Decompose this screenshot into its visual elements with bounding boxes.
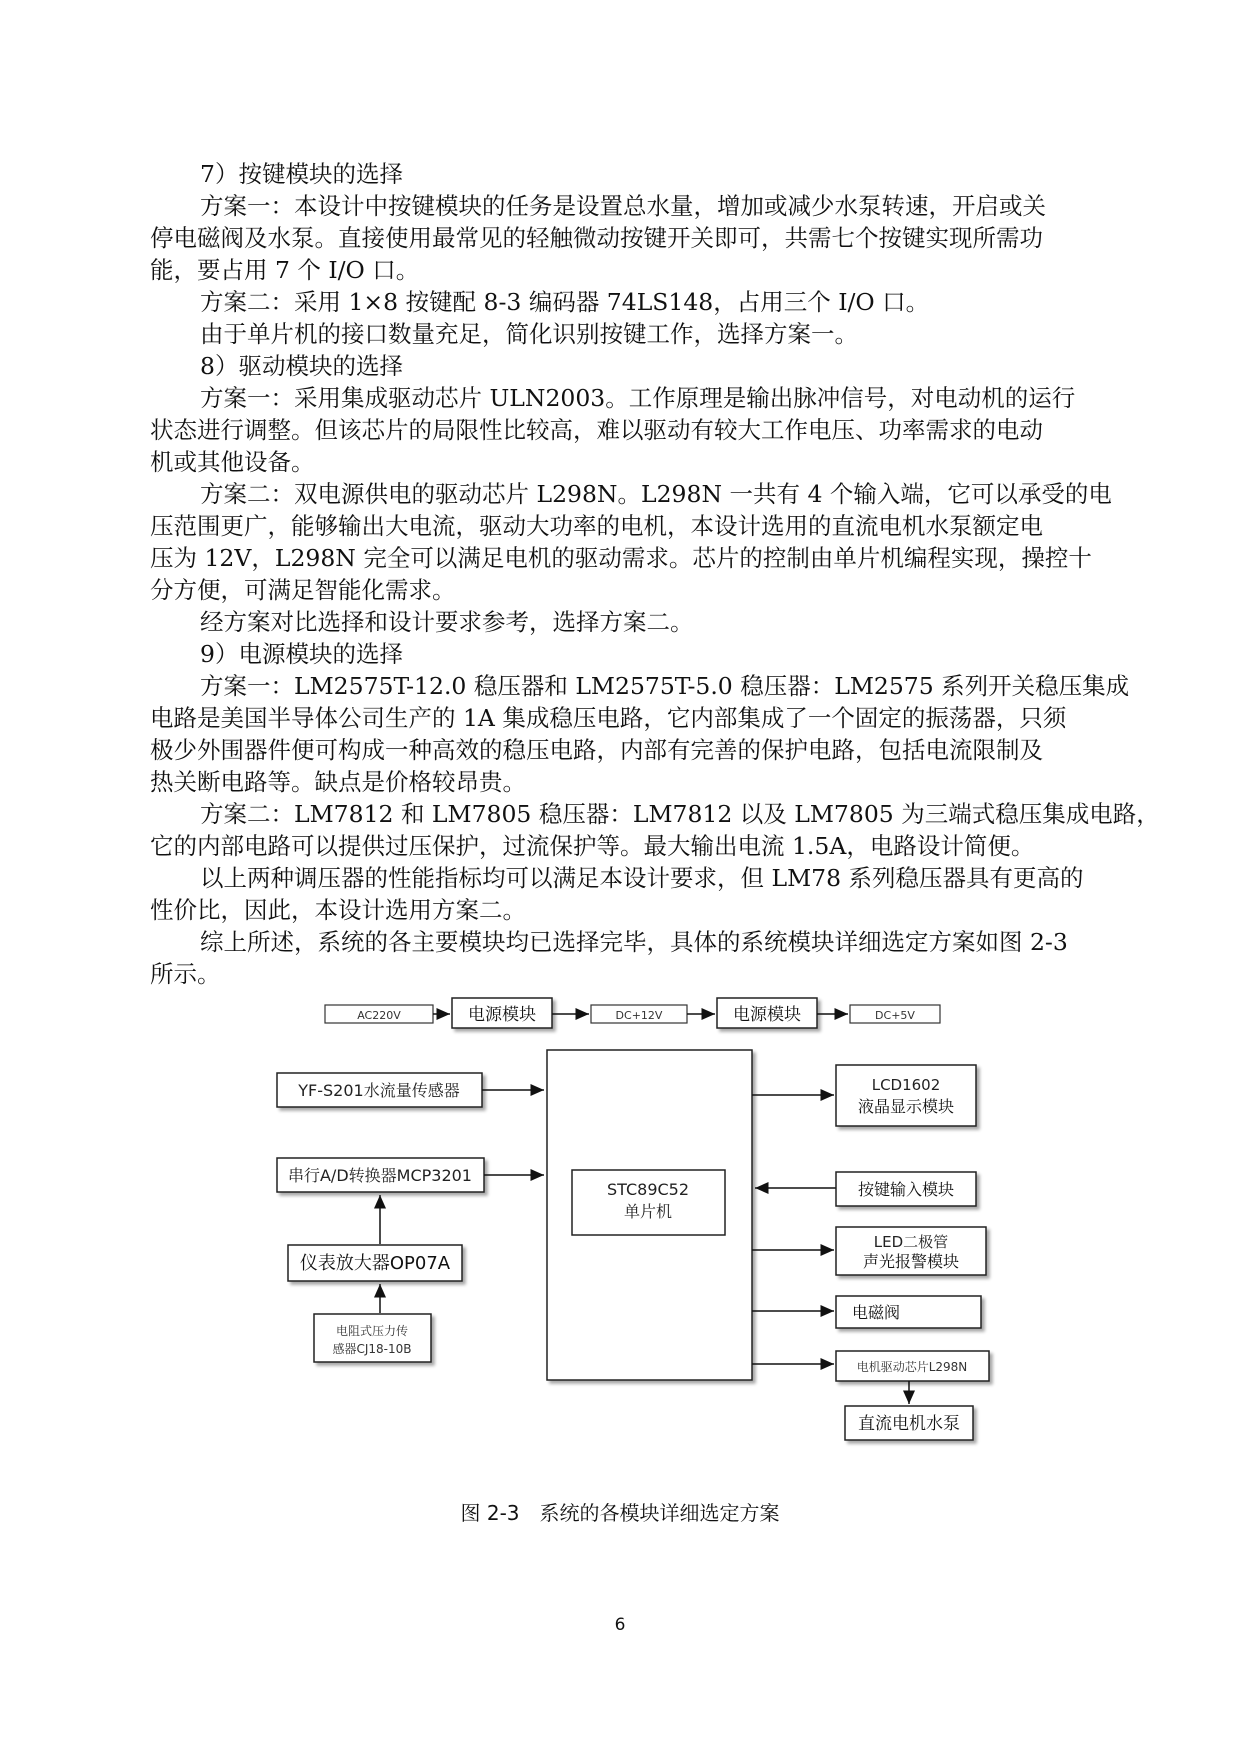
- paragraph-line: 极少外围器件便可构成一种高效的稳压电路，内部有完善的保护电路，包括电流限制及: [150, 736, 1043, 764]
- paragraph-line: 分方便，可满足智能化需求。: [150, 576, 456, 604]
- pressure-sensor-label-line2: 感器CJ18-10B: [332, 1342, 412, 1356]
- paragraph-line: 方案二：LM7812 和 LM7805 稳压器：LM7812 以及 LM7805 为三端式稳压集成电路，: [200, 800, 1160, 828]
- lcd-box: [836, 1065, 976, 1126]
- valve-label: 电磁阀: [851, 1303, 901, 1322]
- pressure-sensor-label-line1: 电阻式压力传: [335, 1324, 409, 1338]
- pressure-sensor-box: [314, 1314, 431, 1362]
- dc12v-label: DC+12V: [615, 1009, 663, 1022]
- alarm-box: [836, 1227, 986, 1275]
- keypad-box: [836, 1172, 976, 1206]
- power-module-2-box: [717, 998, 817, 1028]
- alarm-label-line2: 声光报警模块: [862, 1252, 960, 1271]
- paragraph-line: 方案一：LM2575T-12.0 稳压器和 LM2575T-5.0 稳压器：LM2575 系列开关稳压集成: [200, 672, 1130, 700]
- paragraph-line: 所示。: [150, 960, 221, 988]
- mcu-box: [572, 1170, 725, 1235]
- section-heading-8: 8）驱动模块的选择: [200, 352, 403, 380]
- ac220v-label: AC220V: [357, 1009, 401, 1022]
- paragraph-line: 方案二：双电源供电的驱动芯片 L298N。L298N 一共有 4 个输入端，它可以承受的电: [200, 480, 1112, 508]
- page-number: 6: [614, 1615, 626, 1635]
- paragraph-line: 能，要占用 7 个 I/O 口。: [150, 256, 420, 284]
- lcd-label-line1: LCD1602: [871, 1076, 941, 1094]
- paragraph-line: 性价比，因此，本设计选用方案二。: [150, 896, 526, 924]
- section-heading-7: 7）按键模块的选择: [200, 160, 403, 188]
- flow-sensor-box: [277, 1073, 482, 1107]
- paragraph-line: 机或其他设备。: [150, 448, 315, 476]
- mcu-label-line2: 单片机: [623, 1202, 673, 1221]
- pump-label: 直流电机水泵: [858, 1414, 960, 1434]
- amp-box: [288, 1245, 462, 1281]
- driver-label: 电机驱动芯片L298N: [856, 1360, 968, 1374]
- power-module-2-label: 电源模块: [733, 1005, 801, 1025]
- alarm-label-line1: LED二极管: [873, 1233, 949, 1251]
- paragraph-line: 方案一：本设计中按键模块的任务是设置总水量，增加或减少水泵转速，开启或关: [200, 192, 1046, 220]
- paragraph-line: 停电磁阀及水泵。直接使用最常见的轻触微动按键开关即可，共需七个按键实现所需功: [150, 224, 1043, 252]
- driver-box: [836, 1351, 989, 1381]
- paragraph-line: 以上两种调压器的性能指标均可以满足本设计要求，但 LM78 系列稳压器具有更高的: [200, 864, 1084, 892]
- dc5v-label: DC+5V: [875, 1009, 915, 1022]
- paragraph-line: 电路是美国半导体公司生产的 1A 集成稳压电路，它内部集成了一个固定的振荡器，只须: [150, 704, 1067, 732]
- ac220v-label-box: [325, 1005, 433, 1023]
- keypad-label: 按键输入模块: [857, 1180, 955, 1199]
- paragraph-line: 压为 12V，L298N 完全可以满足电机的驱动需求。芯片的控制由单片机编程实现，操控十: [150, 544, 1092, 572]
- mcu-label-line1: STC89C52: [606, 1180, 690, 1199]
- pump-box: [845, 1406, 973, 1440]
- paragraph-line: 经方案对比选择和设计要求参考，选择方案二。: [200, 608, 694, 636]
- power-module-1-box: [452, 998, 552, 1028]
- paragraph-line: 压范围更广，能够输出大电流，驱动大功率的电机，本设计选用的直流电机水泵额定电: [150, 512, 1043, 540]
- section-heading-9: 9）电源模块的选择: [200, 640, 403, 668]
- paragraph-line: 方案二：采用 1×8 按键配 8-3 编码器 74LS148，占用三个 I/O 口。: [200, 288, 930, 316]
- dc12v-label-box: [591, 1005, 687, 1023]
- paragraph-line: 方案一：采用集成驱动芯片 ULN2003。工作原理是输出脉冲信号，对电动机的运行: [200, 384, 1076, 412]
- paragraph-line: 状态进行调整。但该芯片的局限性比较高，难以驱动有较大工作电压、功率需求的电动: [150, 416, 1043, 444]
- paragraph-line: 它的内部电路可以提供过压保护，过流保护等。最大输出电流 1.5A，电路设计简便。: [150, 832, 1035, 860]
- adc-box: [277, 1158, 484, 1192]
- paragraph-line: 热关断电路等。缺点是价格较昂贵。: [150, 768, 526, 796]
- lcd-label-line2: 液晶显示模块: [857, 1097, 955, 1116]
- valve-box: [836, 1296, 981, 1328]
- figure-caption: 图 2-3 系统的各模块详细选定方案: [460, 1501, 780, 1525]
- paragraph-line: 综上所述，系统的各主要模块均已选择完毕，具体的系统模块详细选定方案如图 2-3: [200, 928, 1068, 956]
- power-module-1-label: 电源模块: [468, 1005, 536, 1025]
- dc5v-label-box: [850, 1005, 940, 1023]
- adc-label: 串行A/D转换器MCP3201: [287, 1166, 473, 1185]
- flow-sensor-label: YF-S201水流量传感器: [298, 1081, 460, 1100]
- paragraph-line: 由于单片机的接口数量充足，简化识别按键工作，选择方案一。: [200, 320, 858, 348]
- amp-label: 仪表放大器OP07A: [299, 1253, 451, 1274]
